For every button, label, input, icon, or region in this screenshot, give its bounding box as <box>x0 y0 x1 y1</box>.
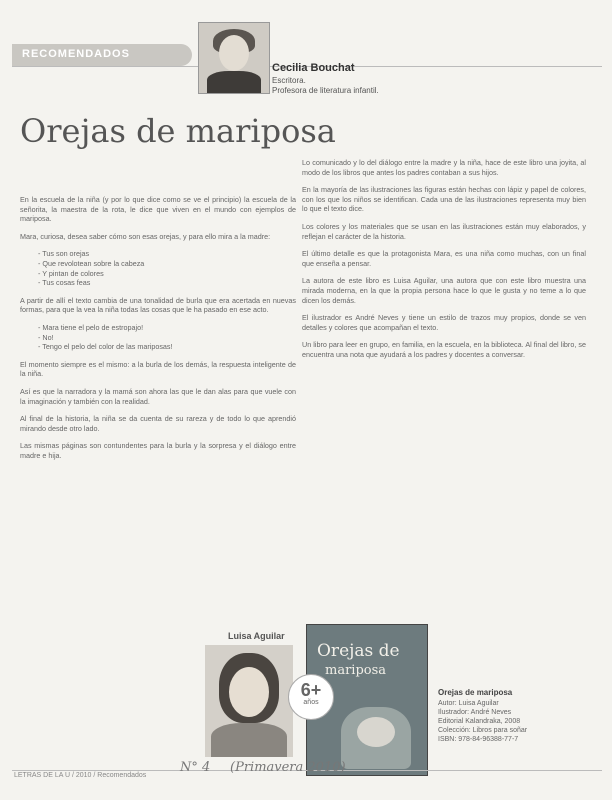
handwritten-season: (Primavera 2010) <box>230 760 346 775</box>
page-footer: LETRAS DE LA U / 2010 / Recomendados <box>14 772 147 779</box>
body-left-paragraph: Las mismas páginas son contundentes para la burla y la sorpresa y el diálogo entre madre e hija. <box>20 441 296 460</box>
book-details-line: Autor: Luisa Aguilar <box>438 700 499 707</box>
section-label: RECOMENDADOS <box>22 48 130 60</box>
age-badge <box>288 674 334 720</box>
book-details-line: ISBN: 978-84-96388-77-7 <box>438 736 519 743</box>
body-left-paragraph: Mara, curiosa, desea saber cómo son esas orejas, y para ello mira a la madre: <box>20 231 271 241</box>
book-details-line: Editorial Kalandraka, 2008 <box>438 718 521 725</box>
body-right-paragraph: En la mayoría de las ilustraciones las figuras están hechas con lápiz y papel de colores, con los que los niños se identifican. Cada una de las ilustraciones representa muy bien lo que el texto dice. <box>302 185 586 214</box>
photo-shirt <box>211 723 287 757</box>
body-left-paragraph: A partir de allí el texto cambia de una tonalidad de burla que era acertada en nuevas formas, para que la vea la niña todas las cosas que le ha pasado en ese acto. <box>20 295 296 315</box>
body-left-verse: - Mara tiene el pelo de estropajo! - No! - Tengo el pelo del color de las mariposas! <box>38 322 173 352</box>
body-right-paragraph: Lo comunicado y lo del diálogo entre la madre y la niña, hace de este libro una joyita, al modo de los libros que antes los padres contaban a sus hijos. <box>302 158 586 177</box>
age-number: 6+ <box>300 680 322 700</box>
article-title: Orejas de mariposa <box>20 112 336 150</box>
photo-caption: Luisa Aguilar <box>228 631 285 641</box>
body-left-paragraph: En la escuela de la niña (y por lo que dice como se ve el principio) la escuela de la señorita, la maestra de la rota, le dice que viven en el mundo con ejemplos de mariposa. <box>20 195 296 224</box>
body-left-paragraph: Así es que la narradora y la mamá son ahora las que le dan alas para que vuele con la imaginación y también con la realidad. <box>20 386 296 406</box>
photo-face <box>229 667 269 717</box>
body-right-paragraph: El ilustrador es André Neves y tiene un estilo de trazos muy propios, donde se ven detalles y colores que acompañan el texto. <box>302 313 586 332</box>
body-left-column <box>20 195 296 468</box>
book-cover-title: Orejas de <box>317 641 400 661</box>
author-photo <box>198 22 270 94</box>
body-right-paragraph: Los colores y los materiales que se usan en las ilustraciones están muy elaborados, y reflejan el carácter de la historia. <box>302 221 586 241</box>
body-left-paragraph: Al final de la historia, la niña se da cuenta de su rareza y de todo lo que aprendió mirando desde otro lado. <box>20 414 296 433</box>
body-right-paragraph: La autora de este libro es Luisa Aguilar, una autora que con este libro muestra una mirada moderna, en la que la propia persona hace lo que le gusta y no teme a lo que dicen los demás. <box>302 276 586 305</box>
illustrator-photo <box>205 645 293 757</box>
body-left-verse: - Tus son orejas - Que revolotean sobre la cabeza - Y pintan de colores - Tus cosas feas <box>38 249 145 288</box>
body-right-paragraph: El último detalle es que la protagonista Mara, es una niña como muchas, con un final que enseña a pensar. <box>302 249 586 268</box>
book-details-title: Orejas de mariposa <box>438 688 513 697</box>
author-role <box>272 76 379 96</box>
body-right-column <box>302 158 586 368</box>
body-right-paragraph: Un libro para leer en grupo, en familia, en la escuela, en la biblioteca. Al final del libro, se encuentra una nota que ayudará a los padres y docentes a conversar. <box>302 340 586 359</box>
author-role-line2: Profesora de literatura infantil. <box>272 86 379 95</box>
book-details-line: Ilustrador: André Neves <box>438 709 512 716</box>
body-left-paragraph: El momento siempre es el mismo: a la burla de los demás, la respuesta inteligente de la niña. <box>20 359 296 379</box>
age-label: años <box>303 699 319 706</box>
book-details <box>438 688 527 744</box>
handwritten-number: N° 4 <box>180 760 211 775</box>
author-role-line1: Escritora. <box>272 76 306 85</box>
author-face <box>219 35 249 71</box>
book-cover-face <box>357 717 395 747</box>
book-details-line: Colección: Libros para soñar <box>438 727 528 734</box>
author-body <box>207 71 261 93</box>
book-cover-subtitle: mariposa <box>325 663 387 678</box>
author-name: Cecilia Bouchat <box>272 62 355 74</box>
section-banner <box>12 44 192 66</box>
